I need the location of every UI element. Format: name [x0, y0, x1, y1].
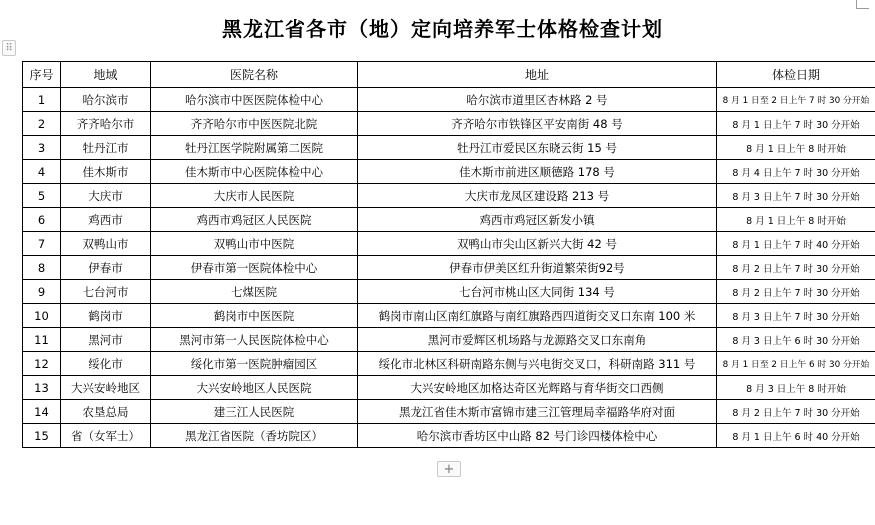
- cell-region: 哈尔滨市: [61, 88, 151, 112]
- cell-region: 大庆市: [61, 184, 151, 208]
- header-region: 地域: [61, 62, 151, 88]
- cell-region: 省（女军士）: [61, 424, 151, 448]
- cell-region: 牡丹江市: [61, 136, 151, 160]
- cell-address: 黑河市爱辉区机场路与龙源路交叉口东南角: [358, 328, 717, 352]
- cell-hospital: 黑龙江省医院（香坊院区）: [151, 424, 358, 448]
- cell-address: 大庆市龙凤区建设路 213 号: [358, 184, 717, 208]
- cell-hospital: 伊春市第一医院体检中心: [151, 256, 358, 280]
- cell-hospital: 大兴安岭地区人民医院: [151, 376, 358, 400]
- table-row: [23, 136, 875, 160]
- add-row-button[interactable]: +: [437, 461, 461, 477]
- cell-index: 11: [23, 328, 61, 352]
- cell-region: 鹤岗市: [61, 304, 151, 328]
- cell-hospital: 大庆市人民医院: [151, 184, 358, 208]
- table-row: [23, 352, 875, 376]
- cell-region: 佳木斯市: [61, 160, 151, 184]
- cell-hospital: 哈尔滨市中医医院体检中心: [151, 88, 358, 112]
- exam-schedule-table: [22, 61, 875, 448]
- table-row: [23, 160, 875, 184]
- header-index: 序号: [23, 62, 61, 88]
- table-row: [23, 424, 875, 448]
- cell-index: 10: [23, 304, 61, 328]
- cell-region: 齐齐哈尔市: [61, 112, 151, 136]
- cell-exam-date: 8 月 1 日上午 7 时 40 分开始: [717, 232, 875, 256]
- cell-index: 2: [23, 112, 61, 136]
- cell-region: 双鸭山市: [61, 232, 151, 256]
- cell-exam-date: 8 月 2 日上午 7 时 30 分开始: [717, 400, 875, 424]
- cell-address: 鹤岗市南山区南红旗路与南红旗路西四道街交叉口东南 100 米: [358, 304, 717, 328]
- cell-address: 牡丹江市爱民区东晓云街 15 号: [358, 136, 717, 160]
- cell-exam-date: 8 月 1 日上午 7 时 30 分开始: [717, 112, 875, 136]
- cell-address: 黑龙江省佳木斯市富锦市建三江管理局幸福路华府对面: [358, 400, 717, 424]
- cell-exam-date: 8 月 2 日上午 7 时 30 分开始: [717, 280, 875, 304]
- cell-exam-date: 8 月 1 日至 2 日上午 7 时 30 分开始: [717, 88, 875, 112]
- cell-index: 8: [23, 256, 61, 280]
- table-row: [23, 280, 875, 304]
- cell-index: 12: [23, 352, 61, 376]
- cell-index: 9: [23, 280, 61, 304]
- cell-address: 七台河市桃山区大同街 134 号: [358, 280, 717, 304]
- cell-address: 双鸭山市尖山区新兴大街 42 号: [358, 232, 717, 256]
- table-row: [23, 400, 875, 424]
- cell-index: 7: [23, 232, 61, 256]
- cell-exam-date: 8 月 3 日上午 8 时开始: [717, 376, 875, 400]
- cell-region: 七台河市: [61, 280, 151, 304]
- table-row: [23, 256, 875, 280]
- table-row: [23, 184, 875, 208]
- table-row: [23, 232, 875, 256]
- table-row: [23, 376, 875, 400]
- cell-exam-date: 8 月 1 日上午 8 时开始: [717, 136, 875, 160]
- cell-exam-date: 8 月 3 日上午 6 时 30 分开始: [717, 328, 875, 352]
- cell-hospital: 佳木斯市中心医院体检中心: [151, 160, 358, 184]
- header-exam-date: 体检日期: [717, 62, 875, 88]
- table-body: [23, 88, 875, 448]
- cell-exam-date: 8 月 4 日上午 7 时 30 分开始: [717, 160, 875, 184]
- cell-index: 14: [23, 400, 61, 424]
- cell-region: 绥化市: [61, 352, 151, 376]
- cell-hospital: 七煤医院: [151, 280, 358, 304]
- cell-address: 大兴安岭地区加格达奇区光辉路与育华街交口西侧: [358, 376, 717, 400]
- cell-hospital: 鸡西市鸡冠区人民医院: [151, 208, 358, 232]
- cell-address: 齐齐哈尔市铁锋区平安南街 48 号: [358, 112, 717, 136]
- cell-address: 绥化市北林区科研南路东侧与兴电街交叉口，科研南路 311 号: [358, 352, 717, 376]
- cell-hospital: 鹤岗市中医医院: [151, 304, 358, 328]
- cell-region: 农垦总局: [61, 400, 151, 424]
- header-address: 地址: [358, 62, 717, 88]
- cell-hospital: 牡丹江医学院附属第二医院: [151, 136, 358, 160]
- cell-exam-date: 8 月 3 日上午 7 时 30 分开始: [717, 304, 875, 328]
- cell-address: 伊春市伊美区红升街道繁荣街92号: [358, 256, 717, 280]
- cell-region: 鸡西市: [61, 208, 151, 232]
- cell-index: 4: [23, 160, 61, 184]
- table-drag-handle-icon[interactable]: ⠿: [2, 40, 16, 56]
- cell-address: 佳木斯市前进区顺德路 178 号: [358, 160, 717, 184]
- cell-hospital: 双鸭山市中医院: [151, 232, 358, 256]
- cell-address: 鸡西市鸡冠区新发小镇: [358, 208, 717, 232]
- cell-region: 大兴安岭地区: [61, 376, 151, 400]
- table-row: [23, 88, 875, 112]
- cell-index: 5: [23, 184, 61, 208]
- cell-index: 3: [23, 136, 61, 160]
- page-corner-mark: [856, 0, 869, 9]
- table-row: [23, 112, 875, 136]
- cell-index: 13: [23, 376, 61, 400]
- cell-exam-date: 8 月 3 日上午 7 时 30 分开始: [717, 184, 875, 208]
- cell-index: 1: [23, 88, 61, 112]
- cell-exam-date: 8 月 1 日上午 8 时开始: [717, 208, 875, 232]
- cell-exam-date: 8 月 1 日至 2 日上午 6 时 30 分开始: [717, 352, 875, 376]
- cell-hospital: 黑河市第一人民医院体检中心: [151, 328, 358, 352]
- table-header-row: [23, 62, 875, 88]
- cell-index: 15: [23, 424, 61, 448]
- cell-hospital: 齐齐哈尔市中医医院北院: [151, 112, 358, 136]
- table-row: [23, 328, 875, 352]
- cell-address: 哈尔滨市道里区杏林路 2 号: [358, 88, 717, 112]
- header-hospital: 医院名称: [151, 62, 358, 88]
- cell-region: 伊春市: [61, 256, 151, 280]
- cell-index: 6: [23, 208, 61, 232]
- document-title: 黑龙江省各市（地）定向培养军士体格检查计划: [222, 17, 663, 41]
- cell-region: 黑河市: [61, 328, 151, 352]
- table-row: [23, 208, 875, 232]
- table-row: [23, 304, 875, 328]
- cell-exam-date: 8 月 1 日上午 6 时 40 分开始: [717, 424, 875, 448]
- cell-hospital: 绥化市第一医院肿瘤园区: [151, 352, 358, 376]
- cell-address: 哈尔滨市香坊区中山路 82 号门诊四楼体检中心: [358, 424, 717, 448]
- cell-exam-date: 8 月 2 日上午 7 时 30 分开始: [717, 256, 875, 280]
- cell-hospital: 建三江人民医院: [151, 400, 358, 424]
